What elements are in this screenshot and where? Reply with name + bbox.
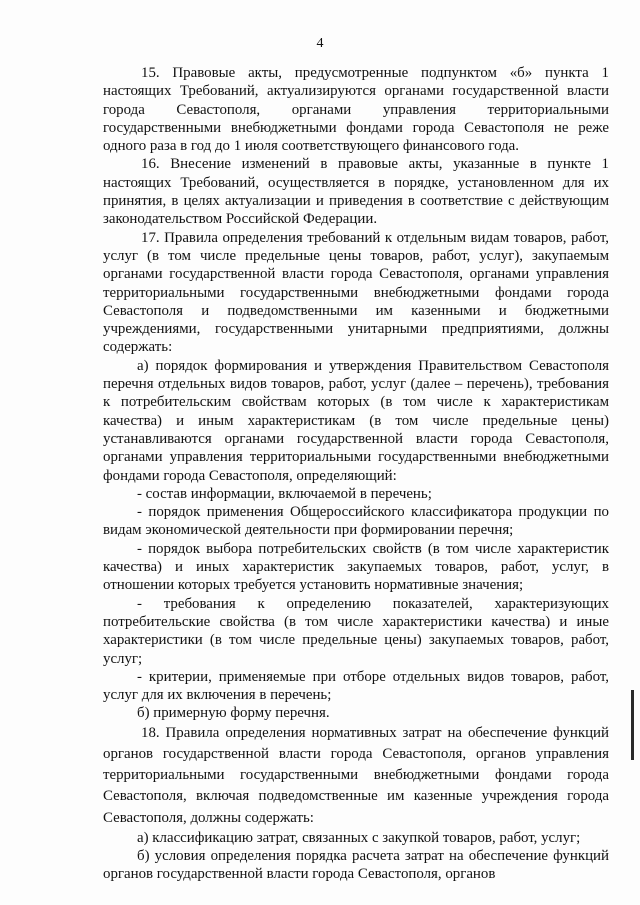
paragraph-18-b: б) условия определения порядка расчета затрат на обеспечение функций органов государственной власти города Севастополя, органов: [103, 848, 609, 883]
paragraph-17: 17. Правила определения требований к отдельным видам товаров, работ, услуг (в том числе предельные цены товаров, работ, услуг), закупаемым органами государственной власти города Севастополя, органами управления территориальными государственными внебюджетными фондами города Севастополя и подведомственными им казенными и бюджетными учреждениями, государственными унитарными предприятиями, должны содержать:: [103, 229, 609, 356]
paragraph-15: 15. Правовые акты, предусмотренные подпунктом «б» пункта 1 настоящих Требований, актуализируются органами государственной власти города Севастополя, органами управления территориальными государственными внебюджетными фондами города Севастополя не реже одного раза в год до 1 июля соответствующего финансового года.: [103, 65, 609, 155]
paragraph-17-a: а) порядок формирования и утверждения Правительством Севастополя перечня отдельных видов товаров, работ, услуг (далее – перечень), требования к потребительским свойствам которых (в том числе к характеристикам качества) и иным характеристикам (в том числе предельные цены) устанавливаются органами государственной власти города Севастополя, органами управления территориальными государственными внебюджетными фондами города Севастополя, определяющий:: [103, 357, 609, 484]
paragraph-18: 18. Правила определения нормативных затрат на обеспечение функций органов государственной власти города Севастополя, органов управления территориальными государственными внебюджетными фондами города Севастополя, включая подведомственные им казенные учреждения города Севастополя, должны содержать:: [103, 724, 609, 826]
list-item: - порядок применения Общероссийского классификатора продукции по видам экономической деятельности при формировании перечня;: [103, 504, 609, 539]
paragraph-17-b: б) примерную форму перечня.: [137, 705, 330, 722]
paragraph-18-a: а) классификацию затрат, связанных с закупкой товаров, работ, услуг;: [137, 829, 581, 846]
list-item: - критерии, применяемые при отборе отдельных видов товаров, работ, услуг для их включения в перечень;: [103, 668, 609, 704]
list-item: - порядок выбора потребительских свойств (в том числе характеристик качества) и иных характеристик закупаемых товаров, работ, услуг, в отношении которых требуется установить нормативные значения;: [103, 540, 609, 594]
list-item: - состав информации, включаемой в перечень;: [137, 485, 432, 502]
document-body: [103, 64, 609, 884]
page-number: 4: [316, 36, 324, 51]
paragraph-16: 16. Внесение изменений в правовые акты, указанные в пункте 1 настоящих Требований, осуществляется в порядке, установленном для их принятия, в целях актуализации и приведения в соответствие с действующим законодательством Российской Федерации.: [103, 156, 609, 228]
scan-edge-mark: [631, 690, 634, 760]
list-item: - требования к определению показателей, характеризующих потребительские свойства (в том числе характеристики качества) и иные характеристики (в том числе предельные цены) закупаемых товаров, работ, услуг;: [103, 595, 609, 667]
